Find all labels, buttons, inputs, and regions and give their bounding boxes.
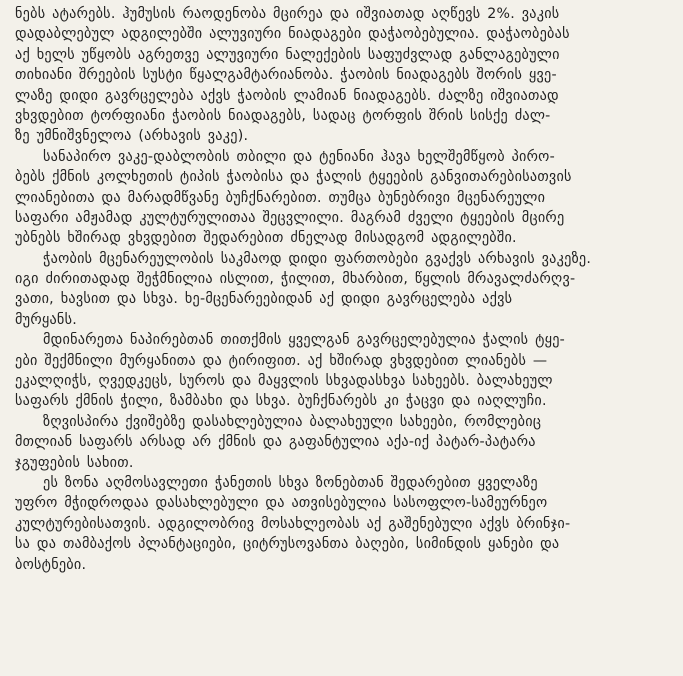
text-line: ლაზე დიდი გავრცელება აქვს ჭაობის ლამიან ნიადაგებს. ძალზე იშვიათად [15, 87, 559, 104]
text-line: ეკალღიჭს, ღვედკეცს, სუროს და მაყვლის სხვადასხვა სახეებს. ბალახეულ [15, 373, 553, 390]
text-line: ნებს ატარებს. ჰუმუსის რაოდენობა მცირეა და იშვიათად აღწევს 2%. ვაკის [15, 6, 560, 22]
text-line: ლიანებითა და მარადმწვანე ბუჩქნარებით. თუმცა ბუნებრივი მცენარეული [15, 189, 546, 206]
text-line: ზე უმნიშვნელოა (არხავის ვაკე). [15, 128, 249, 145]
paragraph-soil-text [15, 4, 669, 147]
text-line: ები შექმნილი მურყანითა და ტირიფით. აქ ხშირად ვხვდებით ლიანებს — [15, 352, 548, 369]
text-line: უფრო მჭიდროდაა დასახლებული და ათვისებულია სასოფლო-სამეურნეო [15, 495, 548, 512]
text-line: ბოსტნები. [15, 556, 87, 573]
text-line: ჯგუფების სახით. [15, 454, 134, 471]
text-line: მთლიან საფარს არსად არ ქმნის და გაფანტულია აქა-იქ პატარ-პატარა [15, 434, 536, 451]
paragraph-coastal-sands [15, 412, 669, 473]
text-line: თიხიანი შრეების სუსტი წყალგამტარიანობა. ჭაობის ნიადაგებს შორის ყვე- [15, 67, 557, 84]
paragraph-coastal-climate [15, 147, 669, 249]
text-line: მურყანს. [15, 311, 77, 328]
text-line: სანაპირო ვაკე-დაბლობის თბილი და ტენიანი ჰავა ხელშემწყობ პირო- [43, 148, 555, 165]
text-line: აქ ხელს უწყობს აგრეთვე ალუვიური ნალექების საფუძვლად განლაგებული [15, 46, 560, 63]
text-line: საფარი ამჟამად კულტურულითაა შეცვლილი. მაგრამ ძველი ტყეების მცირე [15, 209, 565, 226]
text-line: ჭაობის მცენარეულობის საკმაოდ დიდი ფართობები გვაქვს არხავის ვაკეზე. [43, 250, 592, 267]
paragraph-riverbank-forests [15, 330, 669, 412]
text-line: ზღვისპირა ქვიშებზე დასახლებულია ბალახეული სახეები, რომლებიც [43, 413, 542, 430]
text-line: იგი ძირითადად შეჭმნილია ისლით, ჭილით, მხარბით, წყლის მრავალძარღვ- [15, 271, 576, 288]
text-line: ეს ზონა აღმოსავლეთი ჭანეთის სხვა ზონებთან შედარებით ყველაზე [43, 474, 538, 491]
text-line: დადაბლებულ ადგილებში ალუვიური ნიადაგები დაჭაობებულია. დაჭაობებას [15, 26, 570, 43]
paragraph-swamp-vegetation [15, 249, 669, 331]
text-line: ვათი, ხავსით და სხვა. ხე-მცენარეებიდან აქ დიდი გავრცელება აქვს [15, 291, 513, 308]
text-line: კულტურებისათვის. ადგილობრივ მოსახლეობას აქ გაშენებული აქვს ბრინჯი- [15, 515, 571, 532]
text-line: საფარს ქმნის ჭილი, ზამბახი და სხვა. ბუჩქნარებს კი ჭაცვი და იაღლუჩი. [15, 393, 547, 410]
text-line: ბებს ქმნის კოლხეთის ტიპის ჭაობისა და ჭალის ტყეების განვითარებისათვის [15, 169, 572, 186]
text-line: ვხვდებით ტორფიანი ჭაობის ნიადაგებს, სადაც ტორფის შრის სისქე ძალ- [15, 107, 551, 124]
text-line: მდინარეთა ნაპირებთან თითქმის ყველგან გავრცელებულია ჭალის ტყე- [43, 332, 566, 349]
text-line: უბნებს ხშირად ვხვდებით შედარებით ძნელად მისადგომ ადგილებში. [15, 230, 517, 247]
paragraph-settlement-agriculture [15, 473, 669, 575]
text-line: სა და თამბაქოს პლანტაციები, ციტრუსოვანთა ბაღები, სიმინდის ყანები და [15, 536, 560, 553]
